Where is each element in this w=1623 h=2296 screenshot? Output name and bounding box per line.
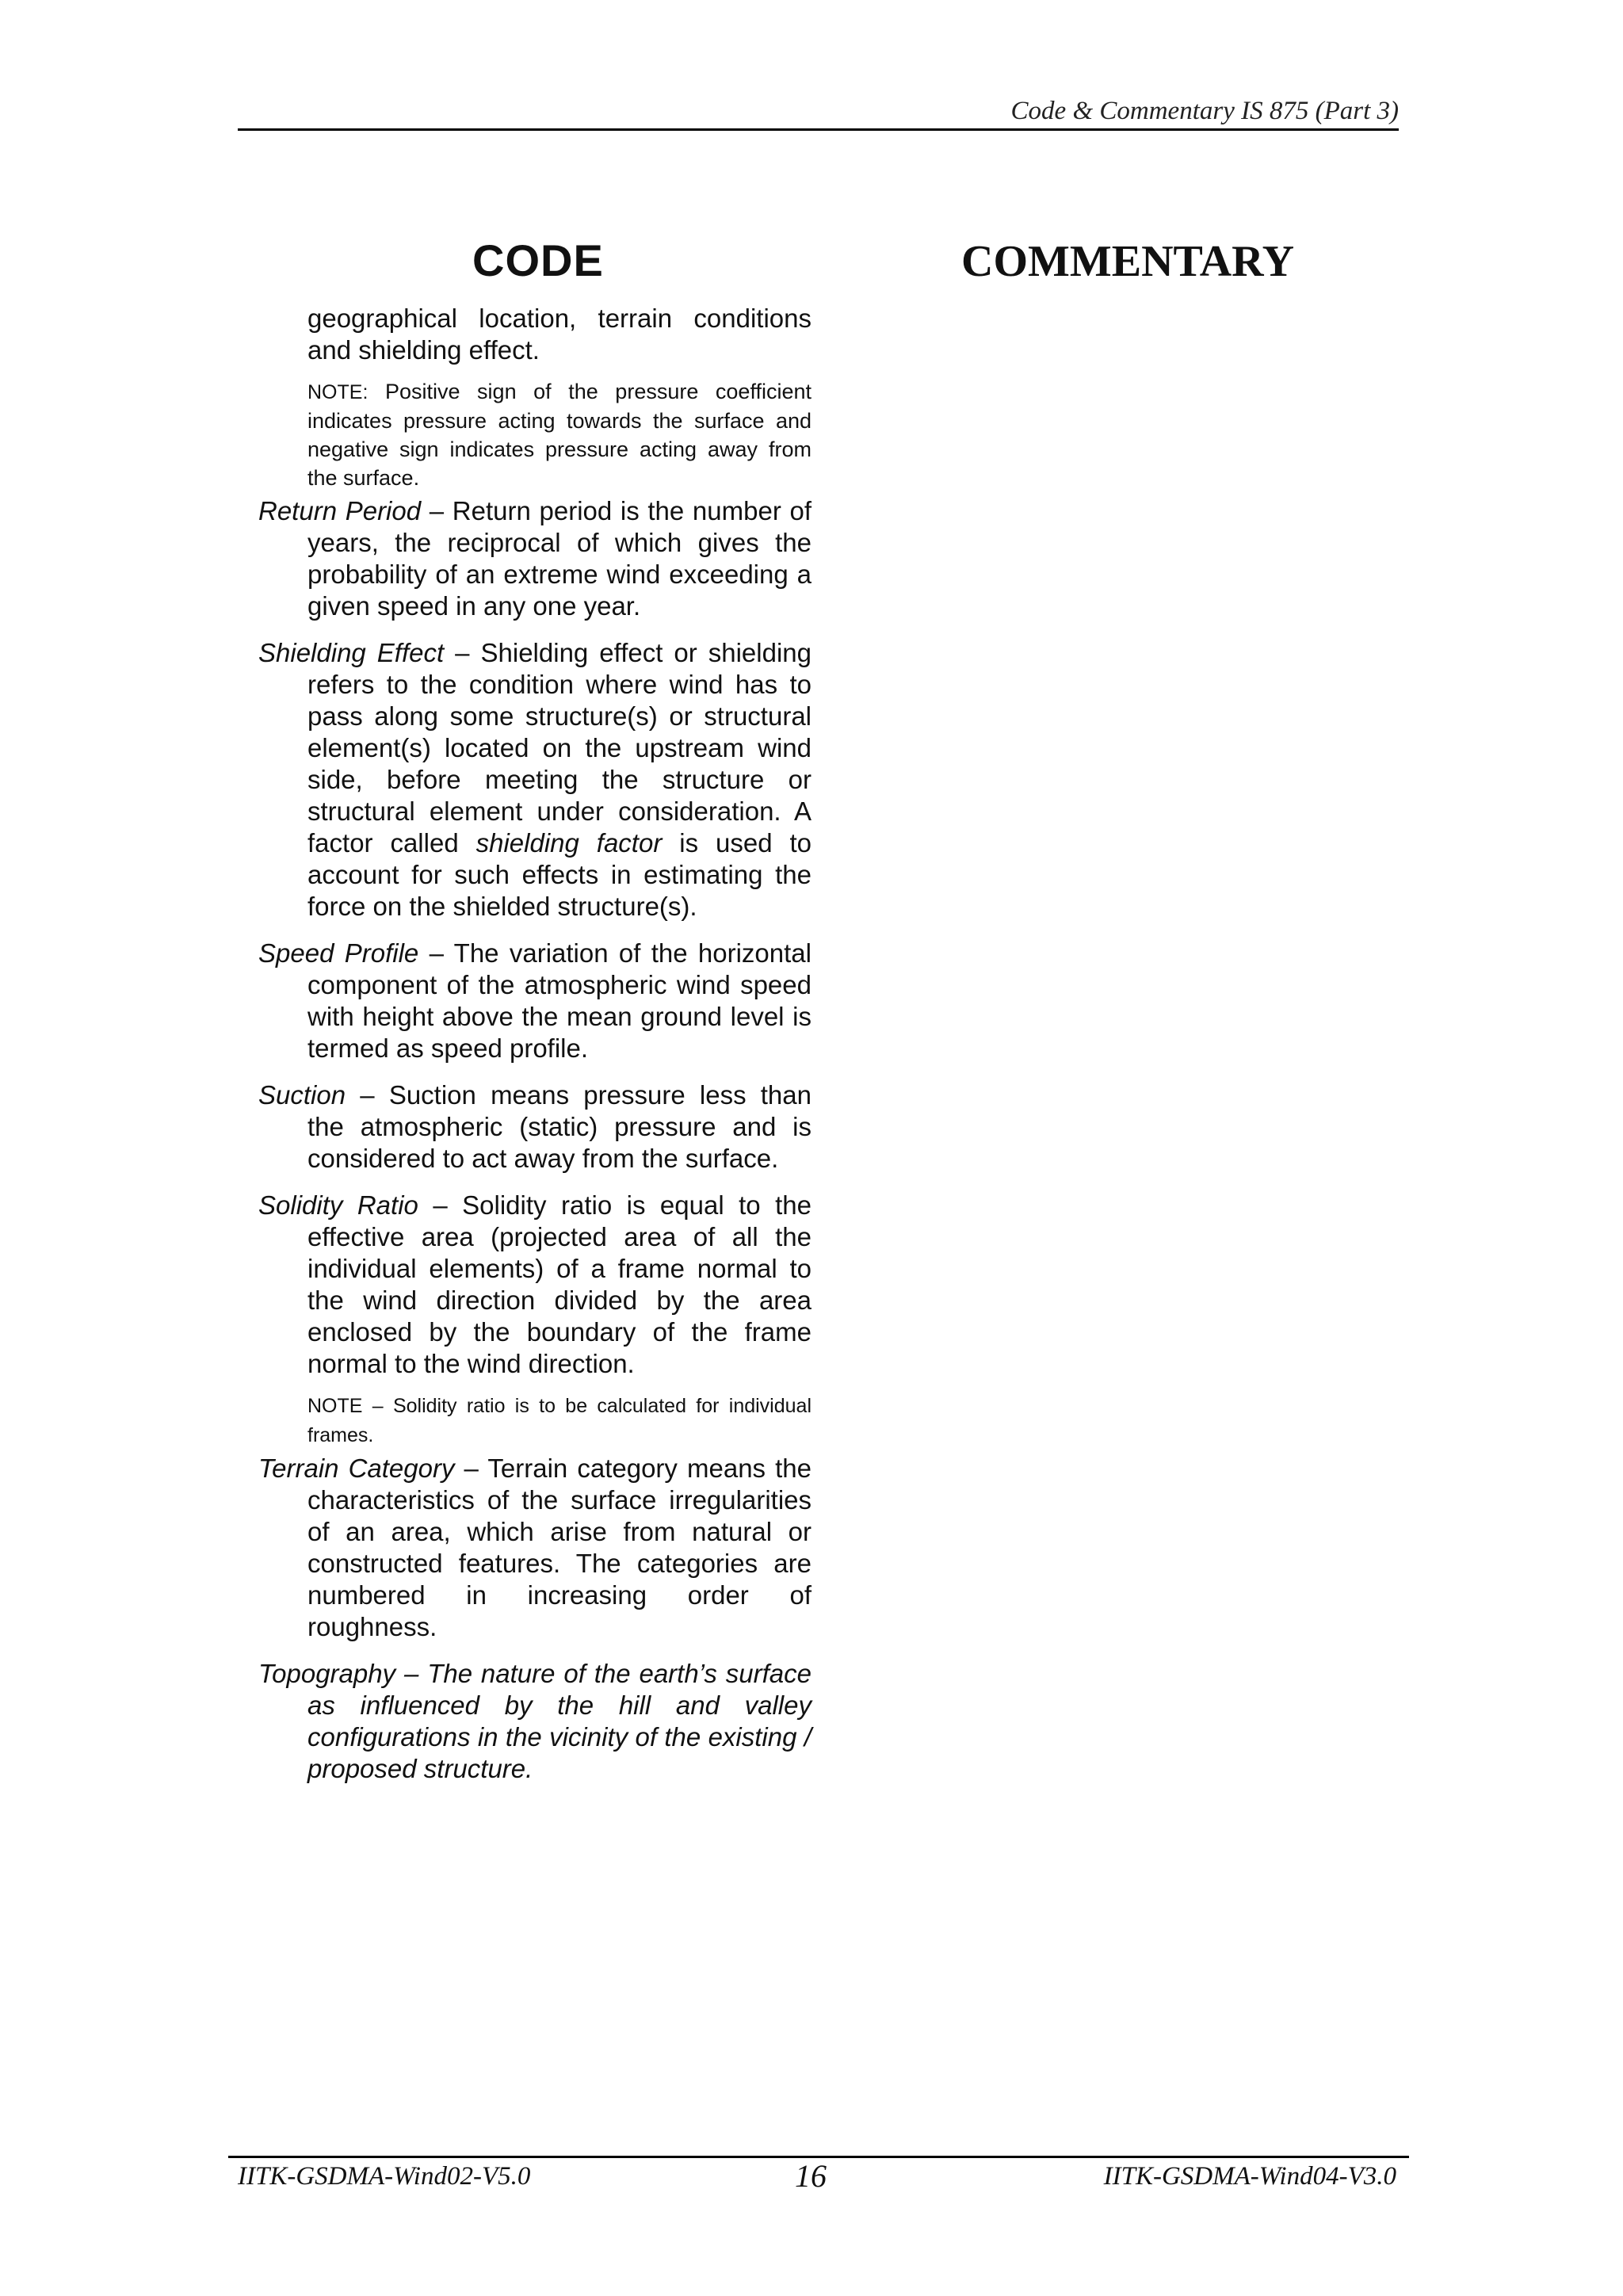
code-column (258, 303, 812, 1800)
note-label: NOTE: (307, 381, 369, 403)
definition-text: Suction means pressure less than the atmospheric (static) pressure and is considered to act away from the surface. (307, 1080, 812, 1173)
definition-return-period (258, 495, 812, 622)
dash: – (421, 496, 453, 525)
definition-shielding-effect (258, 637, 812, 923)
definition-text: Solidity ratio is equal to the effective area (projected area of all the individual elements) of a frame normal to the wind direction divided by the area enclosed by the boundary of the frame normal to the wind direction. (307, 1190, 812, 1378)
dash: – (346, 1080, 389, 1110)
note-text: Positive sign of the pressure coefficient indicates pressure acting towards the surface and negative sign indicates pressure acting away from the surface. (307, 380, 812, 490)
continuation-paragraph: geographical location, terrain conditions and shielding effect. (307, 304, 812, 365)
definition-text: The variation of the horizontal component of the atmospheric wind speed with height above the mean ground level is termed as speed profile. (307, 938, 812, 1063)
definition-text: Return period is the number of years, the reciprocal of which gives the probability of an extreme wind exceeding a given speed in any one year. (307, 496, 812, 621)
term: Return Period (258, 496, 422, 525)
italic-term: shielding factor (475, 828, 663, 858)
note-text: NOTE – Solidity ratio is to be calculated for individual frames. (307, 1395, 812, 1446)
code-column-heading: CODE (472, 235, 604, 285)
footer-doc-id-left: IITK-GSDMA-Wind02-V5.0 (238, 2162, 531, 2191)
term: Suction (258, 1080, 346, 1110)
term: Shielding Effect (258, 638, 445, 667)
definition-speed-profile (258, 938, 812, 1064)
note-solidity-ratio (258, 1391, 812, 1450)
dash: – (444, 638, 481, 667)
header-rule (238, 128, 1399, 131)
term: Solidity Ratio (258, 1190, 418, 1220)
definition-text: is used to account for such effects in estimating the force on the shielded structure(s). (307, 828, 812, 921)
commentary-column-heading: COMMENTARY (961, 237, 1295, 286)
footer-doc-id-right: IITK-GSDMA-Wind04-V3.0 (1103, 2162, 1396, 2191)
term: Topography (258, 1659, 396, 1688)
definition-text: Shielding effect or shielding refers to the condition where wind has to pass along some structure(s) or structural element(s) located on the upstream wind side, before meeting the structure or structural element under consideration. A factor called (307, 638, 812, 858)
dash: – (454, 1454, 488, 1483)
definition-solidity-ratio (258, 1190, 812, 1380)
definition-text: Terrain category means the characteristics of the surface irregularities of an area, which arise from natural or constructed features. The categories are numbered in increasing order of roughness. (307, 1454, 812, 1641)
definition-text: The nature of the earth’s surface as influenced by the hill and valley configurations in the vicinity of the existing / proposed structure. (307, 1659, 812, 1783)
dash: – (395, 1659, 428, 1688)
term: Terrain Category (258, 1454, 455, 1483)
definition-topography (258, 1658, 812, 1785)
definition-terrain-category (258, 1453, 812, 1643)
definition-suction (258, 1079, 812, 1175)
dash: – (418, 938, 454, 968)
dash: – (418, 1190, 463, 1220)
note-pressure-sign (258, 377, 812, 492)
page-number: 16 (795, 2158, 827, 2194)
term: Speed Profile (258, 938, 419, 968)
running-header: Code & Commentary IS 875 (Part 3) (1010, 97, 1399, 125)
